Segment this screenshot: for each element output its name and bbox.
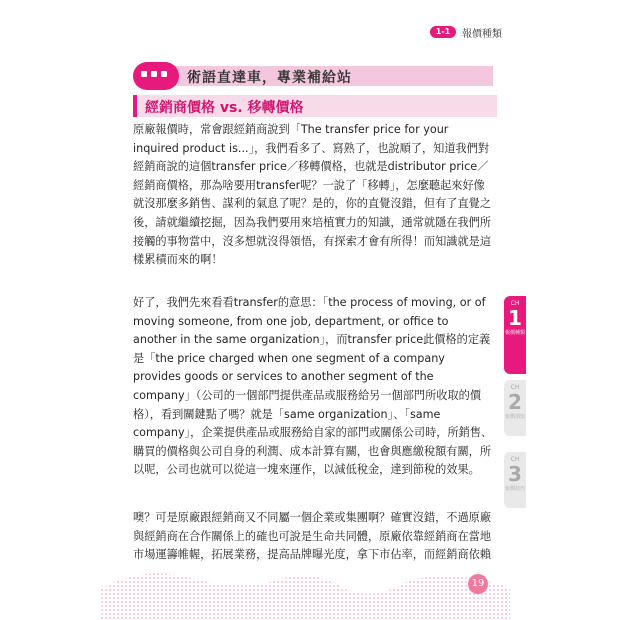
subheading — [133, 95, 497, 117]
chapter-tab-ch: CH — [510, 300, 520, 307]
world-map-decoration — [80, 560, 520, 620]
chapter-tab-label: 報價技巧 — [504, 486, 525, 492]
chapter-tab-number: 1 — [508, 306, 522, 330]
chapter-tab-2[interactable] — [504, 380, 526, 436]
train-icon — [133, 62, 179, 90]
chapter-tab-number: 3 — [508, 462, 522, 486]
section-number-badge: 1-1 — [430, 26, 456, 38]
page-number: 19 — [468, 574, 488, 594]
chapter-tab-number: 2 — [508, 390, 522, 414]
chapter-tab-1[interactable] — [504, 296, 526, 374]
paragraph-3: 噢？可是原廠跟經銷商又不同屬一個企業或集團啊？確實沒錯，不過原廠與經銷商在合作關係上的確也可說是生命共同體，原廠依靠經銷商在當地市場運籌帷幄，拓展業務，提高品牌曝光度，拿下市佔率，而經銷商依賴 — [133, 511, 492, 562]
running-header-title: 報價種類 — [462, 29, 502, 40]
subheading-text: 經銷商價格 vs. 移轉價格 — [145, 100, 304, 116]
chapter-tab-ch: CH — [510, 384, 520, 391]
paragraph-1: 原廠報價時，常會跟經銷商說到「The transfer price for your inquired product is...」，我們看多了、寫熟了，也說順了，知道我們對經銷商說的這個transfer price／移轉價格，也就是distributor price／經銷商價格，那為啥要用transfer呢？一說了「移轉」，怎麼聽起來好像就沒那麼多銷售、謀利的氣息了呢？是的，你的直覺沒錯，但有了直覺之後，請就繼續挖掘，因為我們要用來培植實力的知識，通常就隱在我們所接觸的事物當中，沒多想就沒得領悟，有探索才會有所得！而知識就是這樣累積而來的啊！ — [133, 123, 492, 267]
paragraph-2: 好了，我們先來看看transfer的意思：「the process of moving, or of moving someone, from one job, department, or office to another in the same organization」，而transfer price此價格的定義是「the price charged when one segment of a company provides goods or services to another segment of the company」（公司的一個部門提供產品或服務給另一個部門所收取的價格），看到關鍵點了嗎？就是「same organization」、「same company」，企業提供產品或服務給自家的部門或關係公司時，所銷售、購買的價格與公司自身的利潤、成本計算有關，也會與應繳稅額有關，所以呢，公司也就可以從這一塊來運作，以減低稅金，達到節稅的效果。 — [133, 296, 493, 477]
chapter-tab-label: 報價種類 — [504, 330, 525, 336]
chapter-tab-label: 報價須知 — [504, 414, 525, 420]
chapter-tab-3[interactable] — [504, 452, 526, 508]
section-banner — [133, 62, 493, 90]
chapter-tab-ch: CH — [510, 456, 520, 463]
banner-title: 術語直達車，專業補給站 — [187, 70, 352, 86]
